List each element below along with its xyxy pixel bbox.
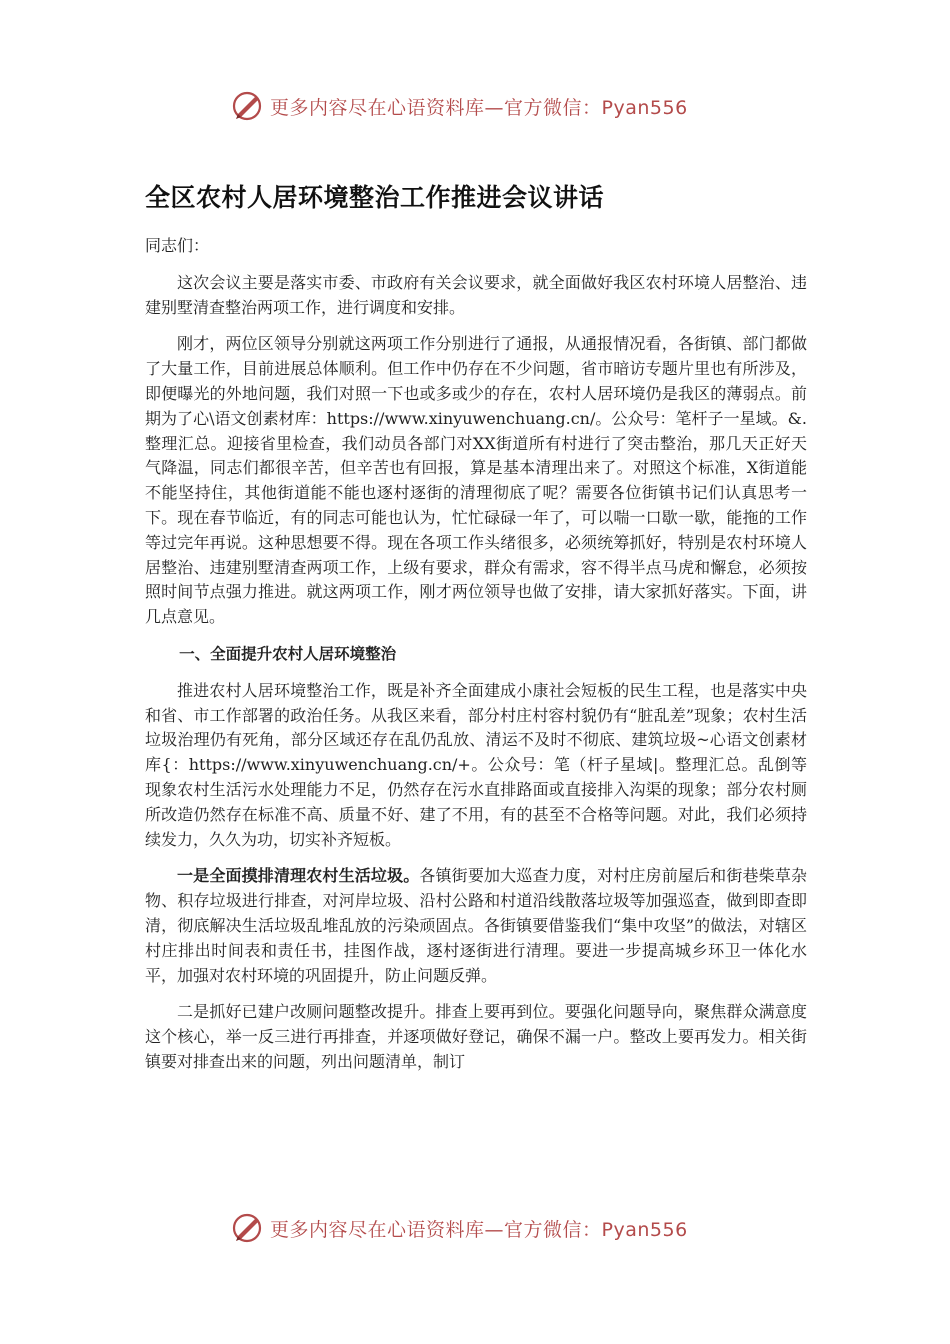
document-body xyxy=(145,178,807,1087)
document-title: 全区农村人居环境整治工作推进会议讲话 xyxy=(145,183,605,212)
watermark-banner-bottom xyxy=(230,1208,730,1248)
pen-logo-icon xyxy=(230,88,266,124)
paragraph: 推进农村人居环境整治工作，既是补齐全面建成小康社会短板的民生工程，也是落实中央和省、市工作部署的政治任务。从我区来看，部分村庄村容村貌仍有“脏乱差”现象；农村生活垃圾治理仍有死角，部分区域还存在乱仍乱放、清运不及时不彻底、建筑垃圾~心语文创素材库{：https://www.xinyuwenchuang.cn/+。公众号：笔（杆子星域|。整理汇总。乱倒等现象农村生活污水处理能力不足，仍然存在污水直排路面或直接排入沟渠的现象；部分农村厕所改造仍然存在标准不高、质量不好、建了不用，有的甚至不合格等问题。对此，我们必须持续发力，久久为功，切实补齐短板。 xyxy=(145,680,807,849)
item-text: 各镇街要加大巡查力度，对村庄房前屋后和街巷柴草杂物、积存垃圾进行排查，对河岸垃圾、沿村公路和村道沿线散落垃圾等加强巡查，做到即查即清，彻底解决生活垃圾乱堆乱放的污染顽固点。各街镇要借鉴我们“集中攻坚”的做法，对辖区村庄排出时间表和责任书，挂图作战，逐村逐街进行清理。要进一步提高城乡环卫一体化水平，加强对农村环境的巩固提升，防止问题反弹。 xyxy=(145,866,807,985)
paragraph-item-1 xyxy=(145,864,807,988)
item-lead: 一是全面摸排清理农村生活垃圾。 xyxy=(177,866,420,886)
paragraph-item-2: 二是抓好已建户改厕问题整改提升。排查上要再到位。要强化问题导向，聚焦群众满意度这个核心，举一反三进行再排查，并逐项做好登记，确保不漏一户。整改上要再发力。相关街镇要对排查出来的问题，列出问题清单，制订 xyxy=(145,1002,807,1071)
watermark-banner-top xyxy=(230,86,730,126)
paragraph: 刚才，两位区领导分别就这两项工作分别进行了通报，从通报情况看，各街镇、部门都做了大量工作，目前进展总体顺利。但工作中仍存在不少问题，省市暗访专题片里也有所涉及，即便曝光的外地问题，我们对照一下也或多或少的存在，农村人居环境仍是我区的薄弱点。前期为了心\语文创素材库：https://www.xinyuwenchuang.cn/。公众号：笔杆子一星域。&.整理汇总。迎接省里检查，我们动员各部门对XX街道所有村进行了突击整治，那几天正好天气降温，同志们都很辛苦，但辛苦也有回报，算是基本清理出来了。对照这个标准，X街道能不能坚持住，其他街道能不能也逐村逐街的清理彻底了呢？需要各位街镇书记们认真思考一下。现在春节临近，有的同志可能也认为，忙忙碌碌一年了，可以喘一口歇一歇，能拖的工作等过完年再说。这种思想要不得。现在各项工作头绪很多，必须统筹抓好，特别是农村环境人居整治、违建别墅清查两项工作，上级有要求，群众有需求，容不得半点马虎和懈怠，必须按照时间节点强力推进。就这两项工作，刚才两位领导也做了安排，请大家抓好落实。下面，讲几点意见。 xyxy=(145,334,807,627)
watermark-text: 更多内容尽在心语资料库—官方微信：Pyan556 xyxy=(270,96,688,119)
paragraph: 这次会议主要是落实市委、市政府有关会议要求，就全面做好我区农村环境人居整治、违建别墅清查整治两项工作，进行调度和安排。 xyxy=(145,272,807,317)
pen-logo-icon xyxy=(230,1210,266,1246)
salutation: 同志们： xyxy=(145,236,210,255)
watermark-text: 更多内容尽在心语资料库—官方微信：Pyan556 xyxy=(270,1218,688,1241)
section-heading: 一、全面提升农村人居环境整治 xyxy=(179,644,397,663)
